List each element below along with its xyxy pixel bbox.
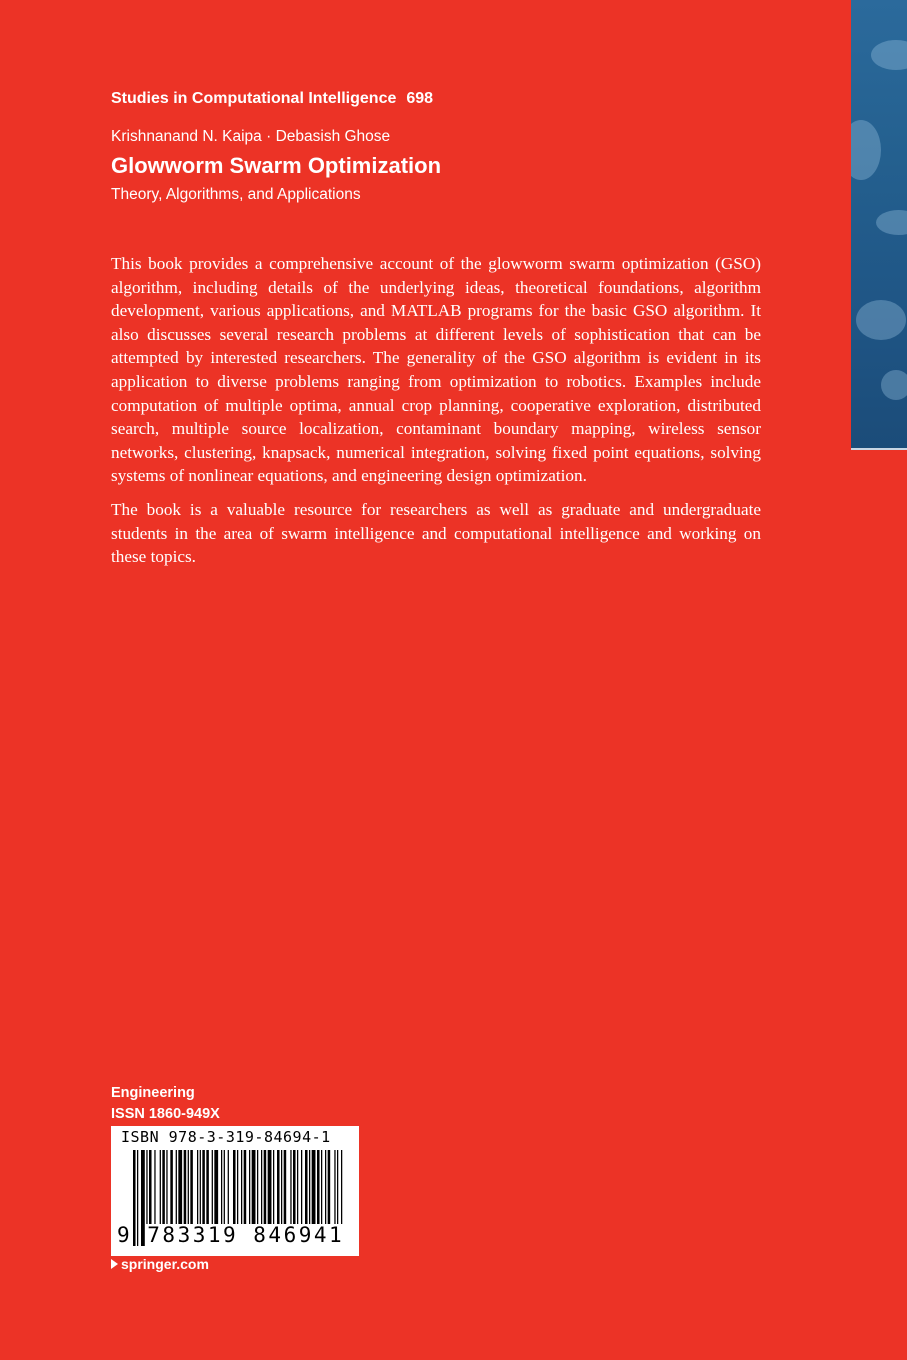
- book-authors: Krishnanand N. Kaipa · Debasish Ghose: [111, 128, 391, 145]
- publisher-link[interactable]: [111, 1256, 209, 1272]
- book-subtitle: Theory, Algorithms, and Applications: [111, 186, 361, 203]
- isbn-label: ISBN 978-3-319-84694-1: [121, 1128, 331, 1146]
- series-heading: [111, 90, 433, 108]
- series-volume: 698: [406, 90, 434, 107]
- description-paragraph: The book is a valuable resource for researchers as well as graduate and undergraduate students in the area of swarm intelligence and computational intelligence and working on these topics.: [111, 499, 761, 567]
- publisher-url: springer.com: [121, 1256, 209, 1272]
- cover-image-strip: [851, 0, 907, 450]
- book-description: [111, 252, 761, 579]
- play-arrow-icon: [111, 1259, 118, 1269]
- book-title: Glowworm Swarm Optimization: [111, 153, 442, 178]
- description-paragraph: This book provides a comprehensive account of the glowworm swarm optimization (GSO) algorithm, including details of the underlying ideas, theoretical foundations, algorithm development, various applications, and MATLAB programs for the basic GSO algorithm. It also discusses several research problems at different levels of sophistication that can be attempted by interested researchers. The generality of the GSO algorithm is evident in its application to diverse problems ranging from optimization to robotics. Examples include computation of multiple optima, annual crop planning, cooperative exploration, distributed search, multiple source localization, contaminant boundary mapping, wireless sensor networks, clustering, knapsack, numerical integration, solving fixed point equations, solving systems of nonlinear equations, and engineering design optimization.: [111, 254, 761, 486]
- subject-category: Engineering: [111, 1085, 195, 1101]
- isbn-barcode: [111, 1126, 359, 1256]
- series-name: Studies in Computational Intelligence: [111, 90, 397, 107]
- ean-digits: 9 783319 846941: [117, 1223, 345, 1247]
- issn-number: ISSN 1860-949X: [111, 1106, 220, 1122]
